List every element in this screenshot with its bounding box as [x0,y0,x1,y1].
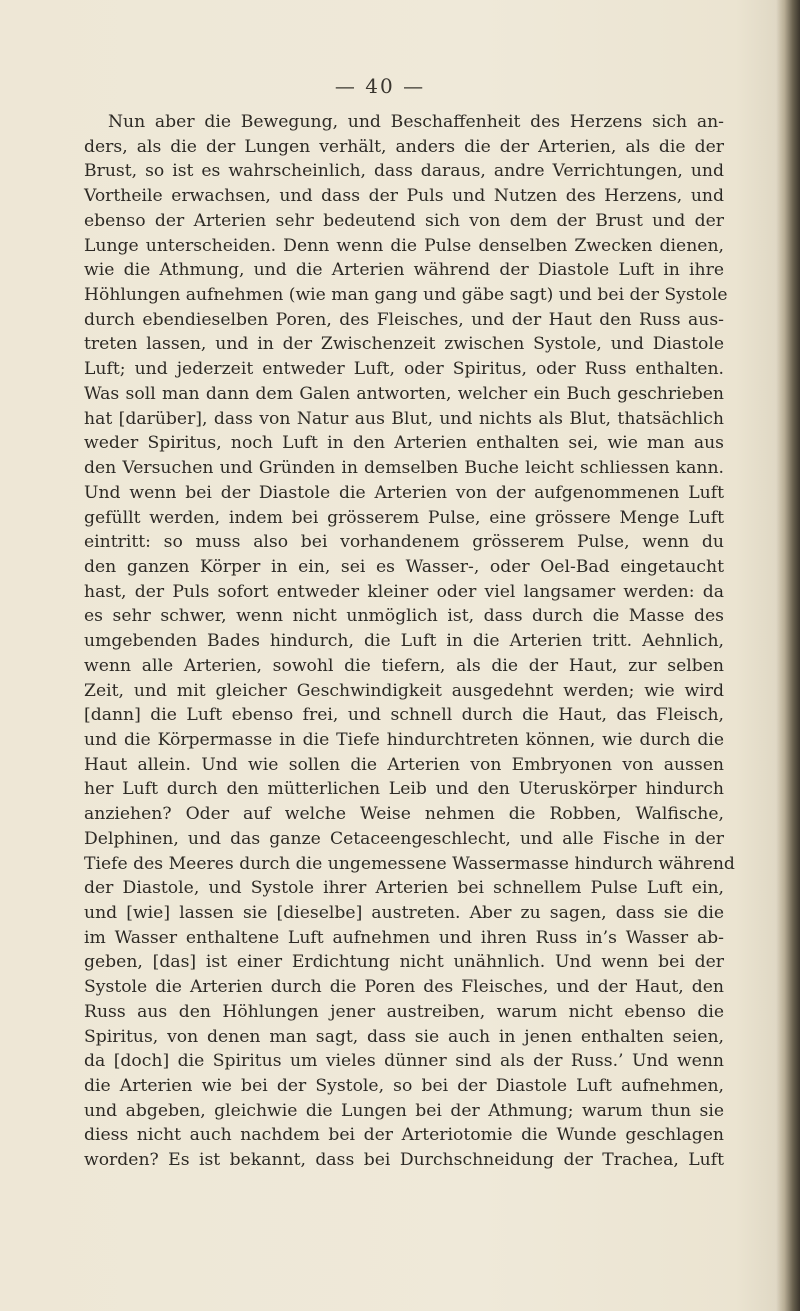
text-line: Brust, so ist es wahrscheinlich, dass daraus, andre Verrichtungen, und [84,161,724,182]
text-line: eintritt: so muss also bei vorhandenem grösserem Pulse, wenn du [84,532,724,553]
text-line: im Wasser enthaltene Luft aufnehmen und ihren Russ in’s Wasser ab- [84,927,724,948]
text-line: anziehen? Oder auf welche Weise nehmen die Robben, Walfische, [84,804,724,825]
text-line: treten lassen, und in der Zwischenzeit zwischen Systole, und Diastole [84,334,724,355]
text-line: Und wenn bei der Diastole die Arterien von der aufgenommenen Luft [84,482,724,503]
text-line: Zeit, und mit gleicher Geschwindigkeit ausgedehnt werden; wie wird [84,680,724,701]
text-line: Delphinen, und das ganze Cetaceengeschlecht, und alle Fische in der [84,828,724,849]
text-line: Luft; und jederzeit entweder Luft, oder Spiritus, oder Russ enthalten. [84,359,724,380]
text-line: Haut allein. Und wie sollen die Arterien von Embryonen von aussen [84,754,724,775]
text-line: es sehr schwer, wenn nicht unmöglich ist, dass durch die Masse des [84,606,724,627]
text-line: und abgeben, gleichwie die Lungen bei der Athmung; warum thun sie [84,1100,724,1121]
text-line: den ganzen Körper in ein, sei es Wasser-, oder Oel-Bad eingetaucht [84,556,724,577]
text-line: diess nicht auch nachdem bei der Arteriotomie die Wunde geschlagen [84,1125,724,1146]
text-line: und [wie] lassen sie [dieselbe] austreten. Aber zu sagen, dass sie die [84,903,724,923]
text-line: geben, [das] ist einer Erdichtung nicht unähnlich. Und wenn bei der [84,952,724,973]
text-line: [dann] die Luft ebenso frei, und schnell durch die Haut, das Fleisch, [84,705,724,726]
text-line: ders, als die der Lungen verhält, anders die der Arterien, als die der [84,136,724,157]
text-line: Höhlungen aufnehmen (wie man gang und gäbe sagt) und bei der Systole [84,285,728,306]
text-line: der Diastole, und Systole ihrer Arterien bei schnellem Pulse Luft ein, [84,878,724,899]
text-line: wenn alle Arterien, sowohl die tiefern, als die der Haut, zur selben [84,655,724,676]
page-number: — 40 — [334,74,426,98]
book-gutter-shadow [776,0,800,1311]
text-line: durch ebendieselben Poren, des Fleisches, und der Haut den Russ aus- [84,309,724,330]
text-line: wie die Athmung, und die Arterien während der Diastole Luft in ihre [84,260,724,281]
text-line: weder Spiritus, noch Luft in den Arterien enthalten sei, wie man aus [84,433,724,454]
text-line: her Luft durch den mütterlichen Leib und den Uteruskörper hindurch [84,779,724,800]
text-line: hat [darüber], dass von Natur aus Blut, und nichts als Blut, thatsächlich [84,408,724,429]
text-line: Russ aus den Höhlungen jener austreiben, warum nicht ebenso die [84,1001,724,1022]
text-line: Vortheile erwachsen, und dass der Puls und Nutzen des Herzens, und [84,186,724,207]
text-line: umgebenden Bades hindurch, die Luft in die Arterien tritt. Aehnlich, [84,631,724,652]
text-line: hast, der Puls sofort entweder kleiner oder viel langsamer werden: da [84,581,724,602]
text-line: ebenso der Arterien sehr bedeutend sich von dem der Brust und der [84,210,724,231]
text-line: Systole die Arterien durch die Poren des Fleisches, und der Haut, den [84,977,724,998]
text-line: Nun aber die Bewegung, und Beschaffenheit des Herzens sich an- [108,112,724,132]
text-line: Spiritus, von denen man sagt, dass sie auch in jenen enthalten seien, [84,1026,724,1047]
text-line: und die Körpermasse in die Tiefe hindurchtreten können, wie durch die [84,729,724,750]
text-line: worden? Es ist bekannt, dass bei Durchschneidung der Trachea, Luft [84,1150,724,1171]
text-line: den Versuchen und Gründen in demselben Buche leicht schliessen kann. [84,458,724,479]
text-line: die Arterien wie bei der Systole, so bei der Diastole Luft aufnehmen, [84,1076,724,1097]
text-line: Was soll man dann dem Galen antworten, welcher ein Buch geschrieben [84,383,724,404]
text-line: Tiefe des Meeres durch die ungemessene Wassermasse hindurch während [84,853,735,874]
text-line: Lunge unterscheiden. Denn wenn die Pulse denselben Zwecken dienen, [84,235,724,256]
text-line: gefüllt werden, indem bei grösserem Pulse, eine grössere Menge Luft [84,507,724,528]
body-text [84,110,735,1173]
text-line: da [doch] die Spiritus um vieles dünner sind als der Russ.’ Und wenn [84,1051,724,1072]
